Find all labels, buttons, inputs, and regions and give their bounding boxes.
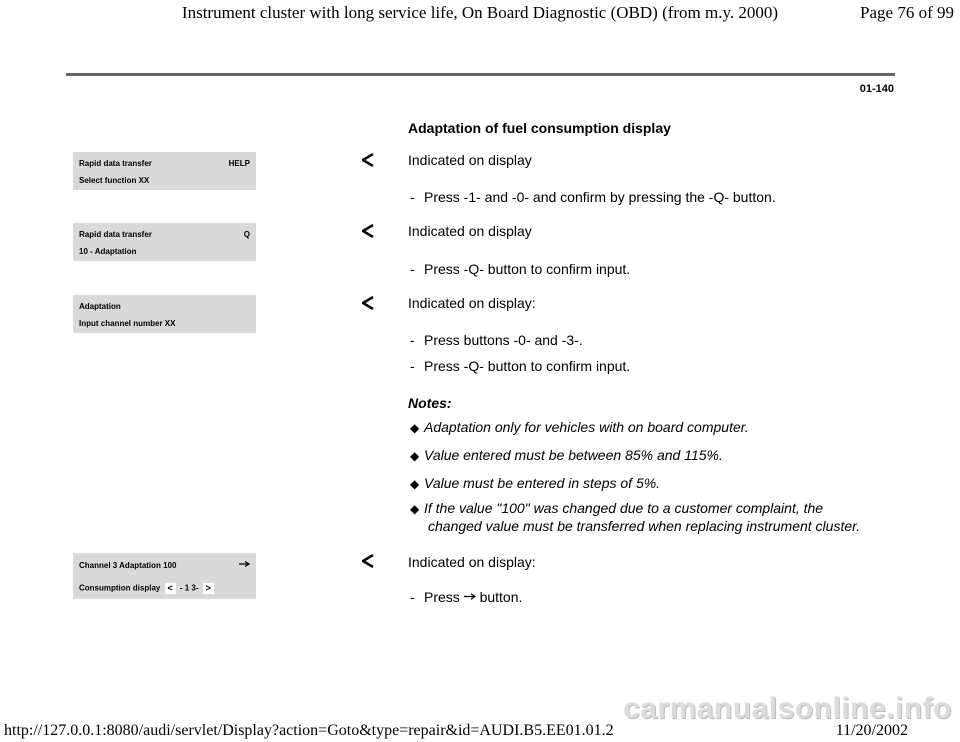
step-2: - Press -Q- button to confirm input.	[410, 261, 631, 277]
step-3b: - Press -Q- button to confirm input.	[410, 358, 631, 374]
panel-line2: Input channel number XX	[79, 319, 176, 328]
diamond-bullet-icon: ◆	[410, 477, 420, 491]
header-rule	[66, 73, 895, 76]
panel-line1: Rapid data transfer	[79, 230, 152, 239]
notes-label: Notes:	[408, 395, 452, 411]
step-2-text: Press -Q- button to confirm input.	[424, 261, 631, 277]
note-text-4: If the value "100" was changed due to a customer complaint, the	[424, 500, 824, 516]
indicated-text-1: Indicated on display	[408, 152, 532, 168]
note-item-1	[410, 419, 749, 437]
panel-line1: Rapid data transfer	[79, 159, 152, 168]
chevron-left-icon	[362, 153, 374, 167]
indicated-text-2: Indicated on display	[408, 223, 532, 239]
footer-date: 11/20/2002	[835, 722, 908, 739]
panel-line2-mid: - 1 3-	[179, 583, 199, 593]
note-text-3: Value must be entered in steps of 5%.	[424, 475, 661, 491]
page-title: Instrument cluster with long service life, On Board Diagnostic (OBD) (from m.y. 2000)	[181, 3, 779, 22]
note-text-2: Value entered must be between 85% and 115%.	[424, 447, 723, 463]
diamond-bullet-icon: ◆	[410, 449, 420, 463]
note-text-4-continued: changed value must be transferred when replacing instrument cluster.	[428, 518, 861, 534]
indicated-text-3: Indicated on display:	[408, 295, 536, 311]
step-4-suffix: button.	[479, 589, 523, 605]
less-than-icon: <	[165, 583, 176, 594]
display-panel-3	[73, 295, 256, 333]
diamond-bullet-icon: ◆	[410, 421, 420, 435]
note-text-1: Adaptation only for vehicles with on board computer.	[424, 419, 749, 435]
note-item-3	[410, 475, 660, 493]
panel-line1: Adaptation	[79, 302, 121, 311]
display-panel-2	[73, 223, 256, 261]
chevron-left-icon	[362, 554, 374, 568]
page-number: Page 76 of 99	[860, 3, 954, 22]
section-heading: Adaptation of fuel consumption display	[408, 120, 671, 136]
step-1: - Press -1- and -0- and confirm by pressing the -Q- button.	[410, 189, 776, 205]
panel-line2-prefix: Consumption display	[79, 583, 161, 593]
right-arrow-icon	[239, 560, 250, 569]
chevron-left-icon	[362, 296, 374, 310]
note-item-4	[410, 500, 860, 535]
right-arrow-icon	[464, 589, 480, 605]
panel-line2: Select function XX	[79, 176, 150, 185]
footer-url[interactable]: http://127.0.0.1:8080/audi/servlet/Display?action=Goto&type=repair&id=AUDI.B5.EE01.01.2	[4, 722, 614, 739]
panel-line2	[79, 583, 216, 594]
step-1-text: Press -1- and -0- and confirm by pressing the -Q- button.	[424, 189, 776, 205]
display-panel-4	[73, 553, 256, 599]
document-code: 01-140	[859, 83, 894, 95]
step-3a: - Press buttons -0- and -3-.	[410, 332, 583, 348]
panel-line1: Channel 3 Adaptation 100	[79, 561, 177, 570]
step-3a-text: Press buttons -0- and -3-.	[424, 332, 583, 348]
display-panel-1	[73, 152, 256, 190]
indicated-text-4: Indicated on display:	[408, 554, 536, 570]
step-4: - Press button.	[410, 589, 523, 605]
watermark: carmanualsonline.info	[623, 692, 952, 725]
step-3b-text: Press -Q- button to confirm input.	[424, 358, 631, 374]
step-4-prefix: Press	[424, 589, 460, 605]
panel-right: HELP	[228, 159, 250, 168]
diamond-bullet-icon: ◆	[410, 502, 420, 516]
panel-right: Q	[243, 230, 250, 239]
chevron-left-icon	[362, 224, 374, 238]
note-item-2	[410, 447, 723, 465]
greater-than-icon: >	[203, 583, 214, 594]
panel-line2: 10 - Adaptation	[79, 247, 137, 256]
